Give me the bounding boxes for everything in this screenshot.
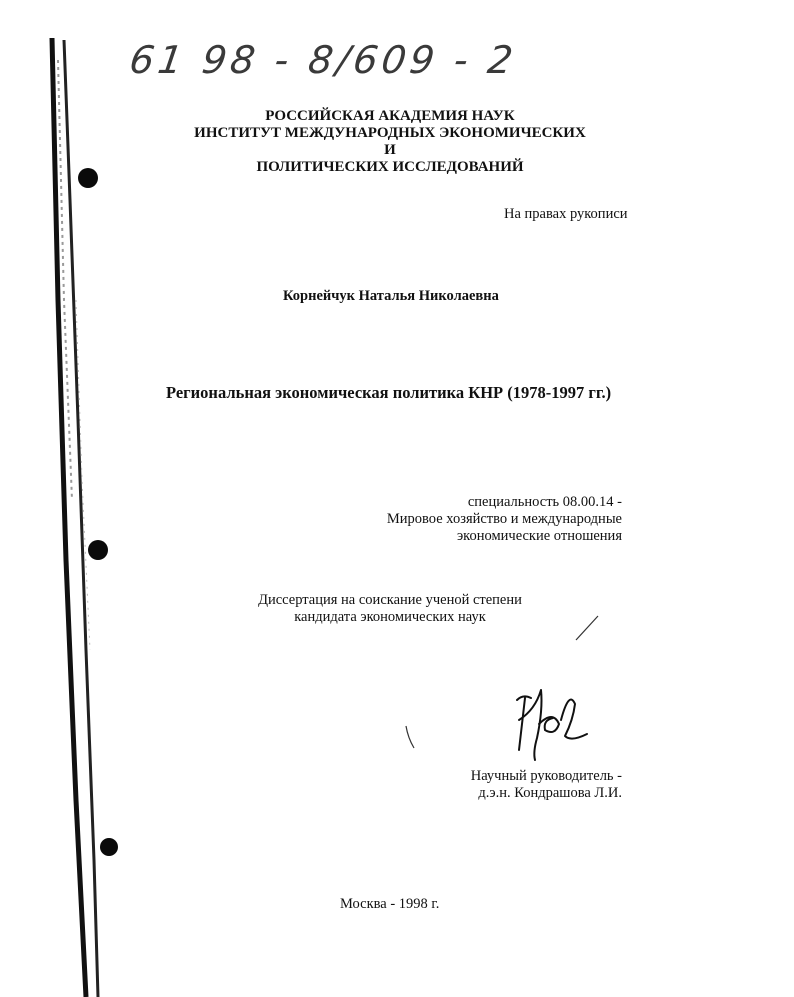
header-line-institute: ИНСТИТУТ МЕЖДУНАРОДНЫХ ЭКОНОМИЧЕСКИХ И: [194, 125, 586, 158]
supervisor-signature-icon: [505, 680, 605, 770]
pen-stroke-mark: [404, 724, 416, 750]
punch-hole-icon: [86, 538, 110, 562]
author-name: Корнейчук Наталья Николаевна: [283, 288, 499, 304]
punch-hole-icon: [98, 836, 120, 858]
header-line-studies: ПОЛИТИЧЕСКИХ ИССЛЕДОВАНИЙ: [256, 159, 524, 175]
punch-hole-icon: [76, 166, 100, 190]
supervisor-label: Научный руководитель -: [470, 768, 622, 784]
degree-block: [252, 592, 528, 626]
specialty-block: [380, 494, 622, 545]
supervisor-name: д.э.н. Кондрашова Л.И.: [478, 785, 622, 801]
handwritten-archive-code: 61 98 - 8/609 - 2: [126, 38, 520, 82]
manuscript-rights-label: На правах рукописи: [504, 206, 628, 222]
specialty-code: специальность 08.00.14 -: [467, 494, 622, 510]
place-and-year: Москва - 1998 г.: [340, 896, 440, 912]
institution-header: [190, 108, 590, 176]
dissertation-title: Региональная экономическая политика КНР (1978-1997 гг.): [166, 383, 612, 402]
degree-line1: Диссертация на соискание ученой степени: [258, 592, 522, 608]
pen-stroke-mark: [574, 614, 600, 642]
supervisor-block: [440, 768, 622, 802]
header-line-academy: РОССИЙСКАЯ АКАДЕМИЯ НАУК: [265, 108, 515, 124]
degree-line2: кандидата экономических наук: [294, 609, 486, 625]
specialty-name-line2: экономические отношения: [456, 528, 622, 544]
specialty-name-line1: Мировое хозяйство и международные: [386, 511, 622, 527]
